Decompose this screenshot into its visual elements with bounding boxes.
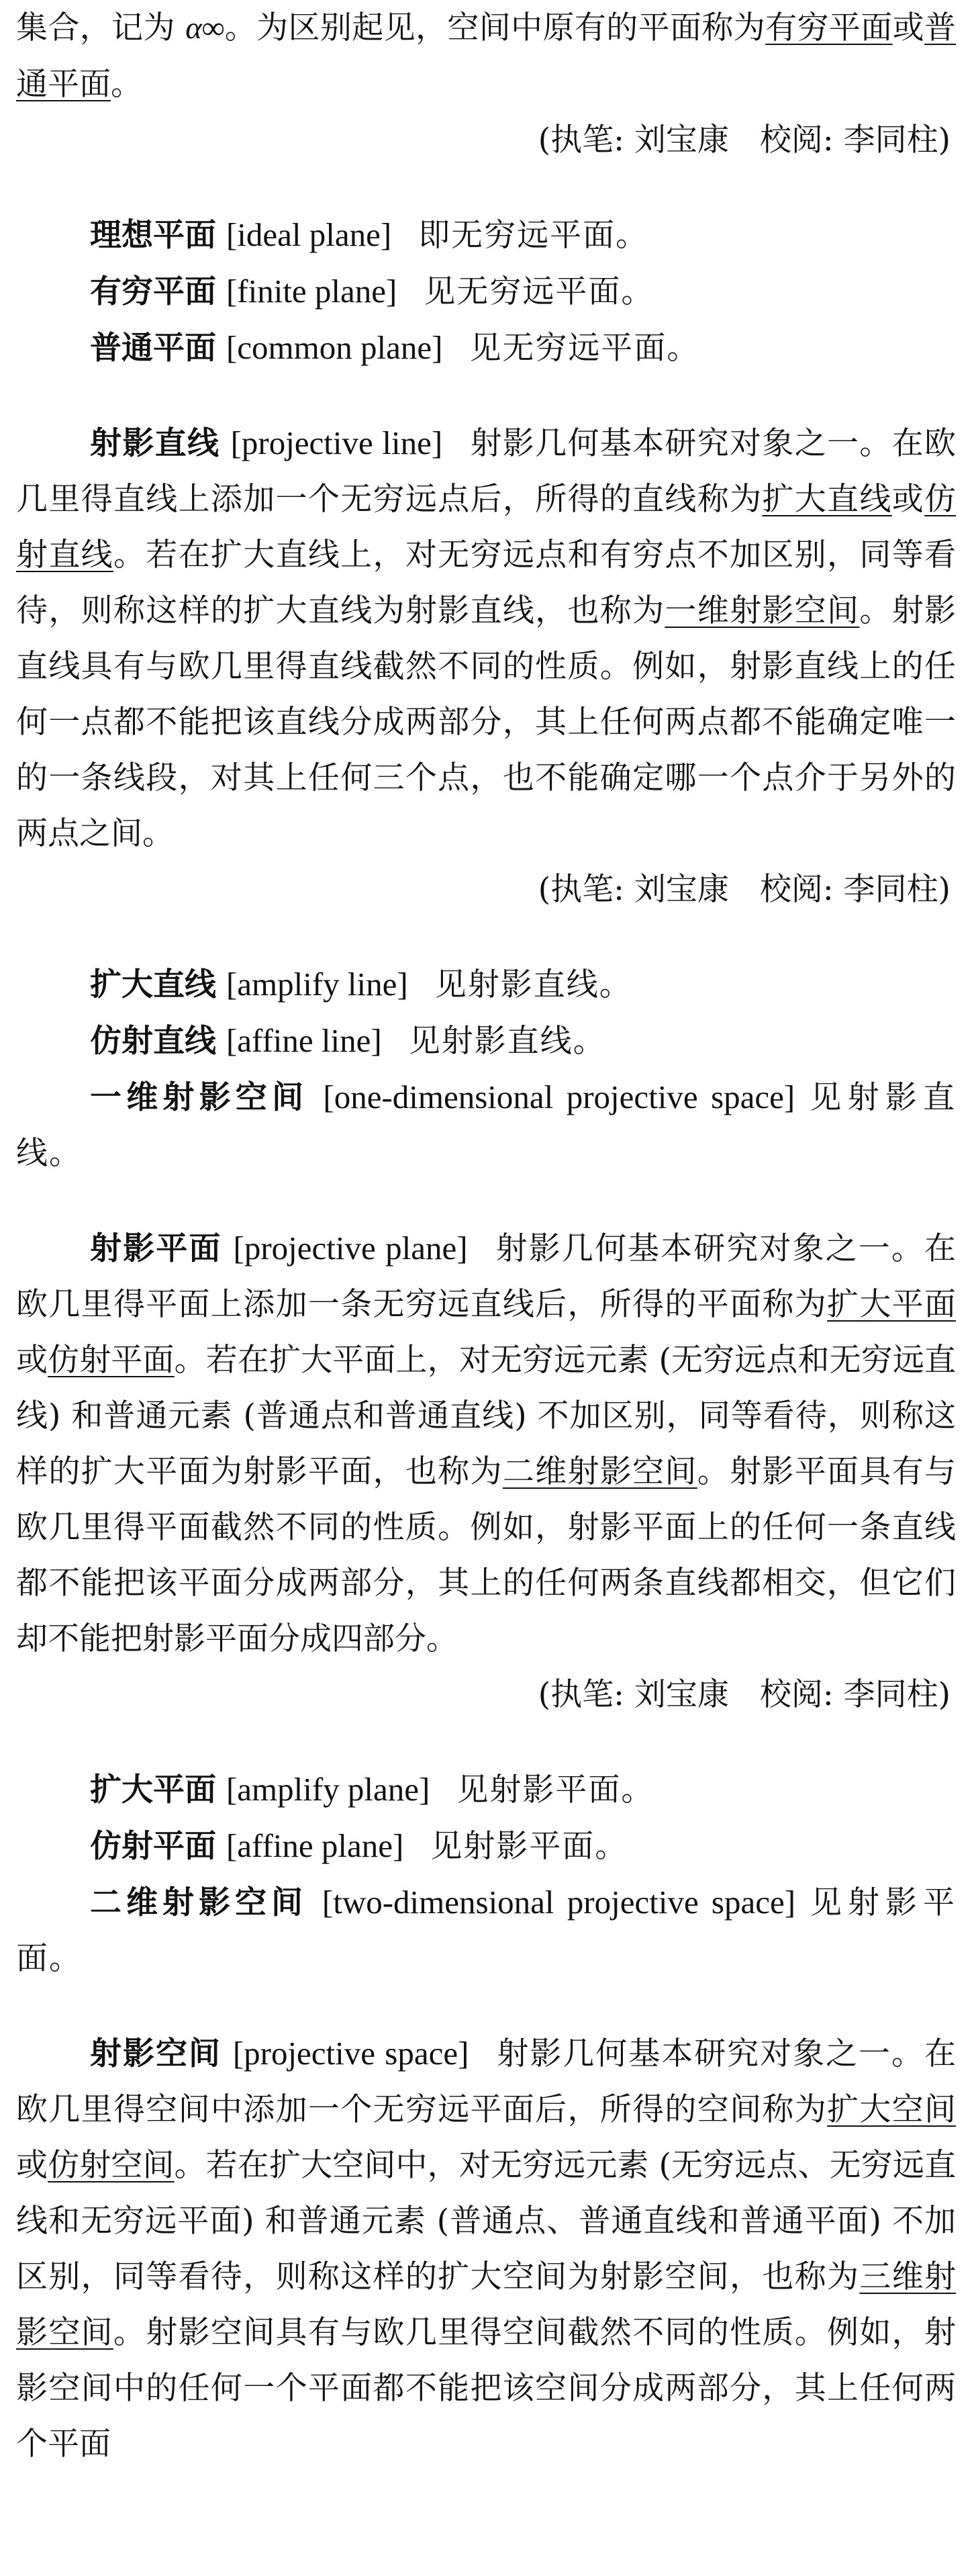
entry-term: 扩大直线 bbox=[90, 966, 216, 1003]
entry-english: [projective line] bbox=[230, 424, 443, 461]
link-affine-line: 仿射直线 bbox=[16, 481, 957, 573]
entry-amplify-plane bbox=[16, 1761, 956, 1818]
entry-affine-line bbox=[16, 1013, 956, 1069]
link-finite-plane: 有穷平面 bbox=[765, 9, 893, 46]
entry-xref: 见射影平面。 bbox=[456, 1772, 654, 1808]
entry-term: 一维射影空间 bbox=[90, 1079, 309, 1116]
entry-term: 射影空间 bbox=[90, 2035, 222, 2072]
entry-projective-space: 射影空间 [projective space] 射影几何基本研究对象之一。在欧几里得空间中添加一个无穷远平面后，所得的空间称为扩大空间或仿射空间。若在扩大空间中，对无穷远元素 (无穷远点、无穷远直线和无穷远平面) 和普通元素 (普通点、普通直线和普通平面) 不加区别，同等看待，则称这样的扩大空间为射影空间，也称为三维射影空间。射影空间具有与欧几里得空间截然不同的性质。例如，射影空间中的任何一个平面都不能把该空间分成两部分，其上任何两个平面 bbox=[16, 2035, 957, 2463]
entry-xref: 见射影直线。 bbox=[408, 1023, 606, 1060]
intro-paragraph: 集合，记为 α∞。为区别起见，空间中原有的平面称为有穷平面或普通平面。 bbox=[16, 9, 956, 103]
link-common-plane: 普通平面 bbox=[16, 9, 956, 103]
link-amplify-plane: 扩大平面 bbox=[827, 1286, 957, 1323]
credit-line: (执笔: 刘宝康 校阅: 李同柱) bbox=[538, 122, 951, 158]
entry-xref: 见无穷远平面。 bbox=[424, 273, 654, 310]
document-page bbox=[16, 0, 956, 2472]
entry-english: [common plane] bbox=[226, 329, 443, 366]
entry-term: 理想平面 bbox=[90, 217, 216, 254]
entry-two-dim-space bbox=[16, 1874, 956, 1986]
entry-english: [projective space] bbox=[232, 2035, 469, 2072]
entry-term: 仿射平面 bbox=[90, 1828, 216, 1865]
link-amplify-line: 扩大直线 bbox=[762, 481, 892, 518]
entry-term: 射影直线 bbox=[90, 425, 220, 462]
entry-english: [amplify plane] bbox=[226, 1771, 430, 1808]
entry-finite-plane bbox=[16, 263, 956, 320]
entry-term: 扩大平面 bbox=[90, 1772, 216, 1808]
entry-english: [finite plane] bbox=[226, 273, 397, 310]
entry-term: 射影平面 bbox=[90, 1230, 222, 1267]
entry-ideal-plane bbox=[16, 207, 956, 263]
entry-xref: 即无穷远平面。 bbox=[418, 217, 649, 254]
entry-english: [one-dimensional projective space] bbox=[323, 1078, 795, 1115]
entry-projective-plane: 射影平面 [projective plane] 射影几何基本研究对象之一。在欧几里得平面上添加一条无穷远直线后，所得的平面称为扩大平面或仿射平面。若在扩大平面上，对无穷远元素 (无穷远点和无穷远直线) 和普通元素 (普通点和普通直线) 不加区别，同等看待，则称这样的扩大平面为射影平面，也称为二维射影空间。射影平面具有与欧几里得平面截然不同的性质。例如，射影平面上的任何一条直线都不能把该平面分成两部分，其上的任何两条直线都相交，但它们却不能把射影平面分成四部分。 bbox=[16, 1230, 957, 1657]
entry-xref: 见射影平面。 bbox=[16, 1884, 956, 1977]
entry-english: [projective plane] bbox=[233, 1230, 468, 1267]
entry-one-dim-space bbox=[16, 1069, 956, 1181]
link-one-dim-space: 一维射影空间 bbox=[665, 592, 860, 629]
entry-english: [affine plane] bbox=[226, 1827, 404, 1864]
entry-english: [two-dimensional projective space] bbox=[322, 1884, 796, 1921]
entry-xref: 见无穷远平面。 bbox=[469, 330, 700, 367]
alpha-infinity-symbol: α∞ bbox=[185, 11, 225, 46]
entry-term: 普通平面 bbox=[90, 330, 216, 367]
link-amplify-space: 扩大空间 bbox=[827, 2091, 957, 2128]
entry-term: 二维射影空间 bbox=[90, 1884, 307, 1921]
entry-projective-line: 射影直线 [projective line] 射影几何基本研究对象之一。在欧几里得直线上添加一个无穷远点后，所得的直线称为扩大直线或仿射直线。若在扩大直线上，对无穷远点和有穷点不加区别，同等看待，则称这样的扩大直线为射影直线，也称为一维射影空间。射影直线具有与欧几里得直线截然不同的性质。例如，射影直线上的任何一点都不能把该直线分成两部分，其上任何两点都不能确定唯一的一条线段，对其上任何三个点，也不能确定哪一个点介于另外的两点之间。 bbox=[16, 424, 957, 852]
entry-amplify-line bbox=[16, 956, 956, 1013]
entry-affine-plane bbox=[16, 1818, 956, 1874]
entry-term: 有穷平面 bbox=[90, 273, 216, 310]
entry-term: 仿射直线 bbox=[90, 1023, 216, 1060]
link-two-dim-space: 二维射影空间 bbox=[502, 1453, 697, 1490]
credit-line: (执笔: 刘宝康 校阅: 李同柱) bbox=[538, 1676, 951, 1713]
entry-common-plane bbox=[16, 320, 956, 376]
entry-xref: 见射影直线。 bbox=[16, 1079, 956, 1172]
link-affine-plane: 仿射平面 bbox=[48, 1342, 175, 1379]
entry-xref: 见射影平面。 bbox=[430, 1828, 628, 1865]
link-three-dim-space: 三维射影空间 bbox=[16, 2258, 957, 2351]
credit-line: (执笔: 刘宝康 校阅: 李同柱) bbox=[538, 871, 951, 908]
link-affine-space: 仿射空间 bbox=[48, 2147, 175, 2184]
entry-english: [amplify line] bbox=[226, 966, 408, 1003]
entry-xref: 见射影直线。 bbox=[434, 966, 632, 1003]
entry-english: [ideal plane] bbox=[226, 216, 392, 253]
entry-english: [affine line] bbox=[226, 1022, 382, 1059]
